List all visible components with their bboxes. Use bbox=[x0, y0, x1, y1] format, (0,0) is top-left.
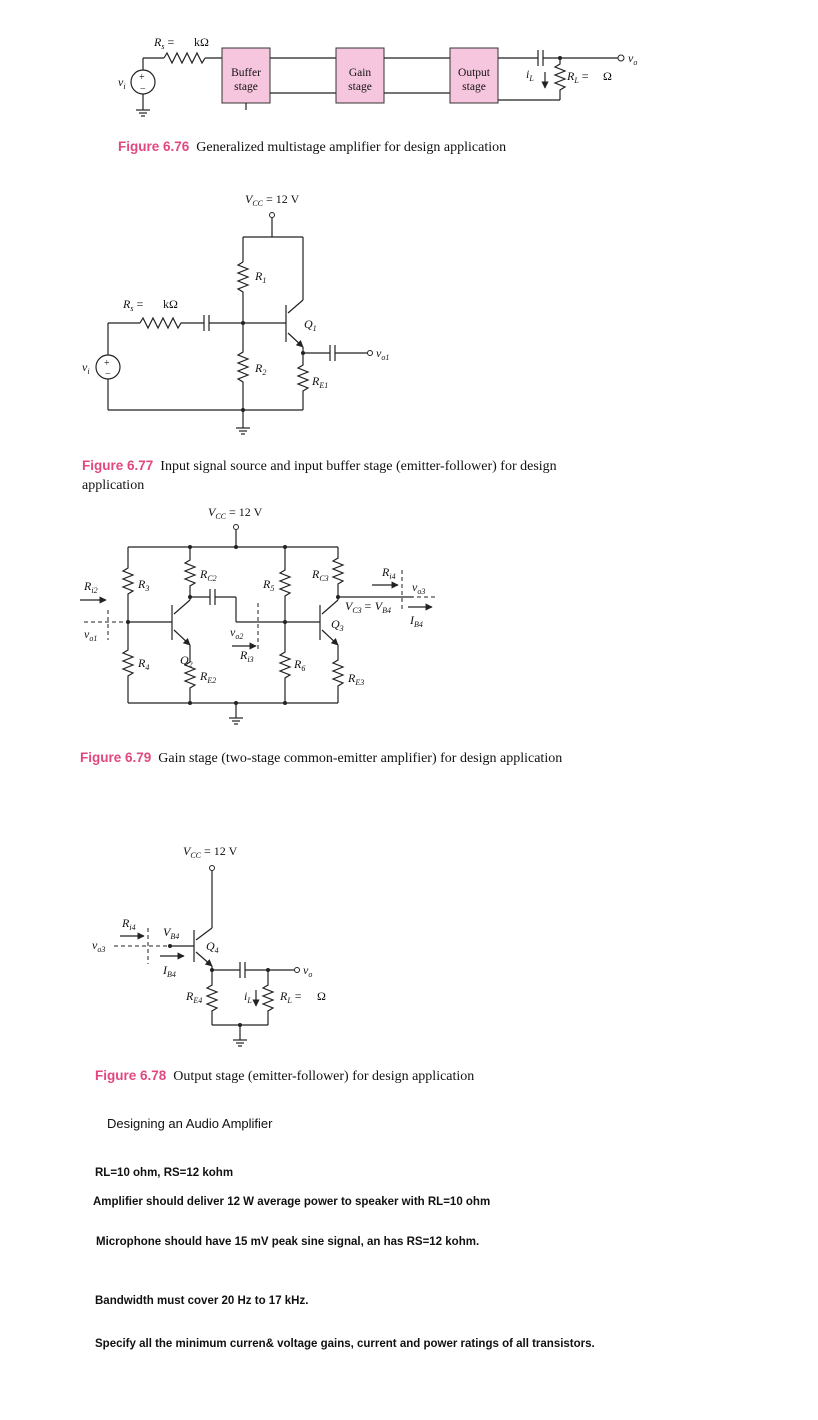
svg-text:R1: $R_1$ bbox=[255, 269, 267, 285]
rs-resistor bbox=[164, 53, 205, 63]
rc2-resistor bbox=[185, 547, 195, 600]
svg-text:Q2: $Q_2$ bbox=[180, 653, 193, 669]
notes-line-1: RL=10 ohm, RS=12 kohm bbox=[95, 1167, 234, 1179]
svg-text:Gain: Gain bbox=[348, 67, 372, 79]
rs-unit: kΩ bbox=[194, 35, 209, 49]
svg-text:VCC= 12 V: $V_{CC} = 12$ V bbox=[208, 505, 263, 521]
svg-text:Q3: $Q_3$ bbox=[331, 617, 344, 633]
re3-resistor bbox=[333, 645, 343, 703]
svg-text:Q4: $Q_4$ bbox=[206, 939, 219, 955]
r4-resistor bbox=[123, 640, 133, 703]
re4-resistor bbox=[207, 970, 217, 1025]
svg-text:IB4: $I_{B4}$ bbox=[163, 963, 176, 979]
notes-line-4: Bandwidth must cover 20 Hz to 17 kHz. bbox=[95, 1295, 309, 1307]
svg-text:Ri4: $R_{i4}$ bbox=[382, 565, 396, 581]
svg-text:R3: $R_3$ bbox=[138, 577, 150, 593]
figure-6-79-caption: Figure 6.79 Gain stage (two-stage common-emitter amplifier) for design application bbox=[80, 750, 563, 766]
svg-text:RE3: $R_{E3}$ bbox=[348, 671, 365, 687]
svg-text:R5: $R_5$ bbox=[263, 577, 275, 593]
svg-text:Q1: $Q_1$ bbox=[304, 317, 317, 333]
rc3-resistor bbox=[333, 547, 343, 600]
svg-text:stage: stage bbox=[348, 81, 372, 93]
svg-text:kΩ: kΩ bbox=[163, 297, 178, 311]
svg-text:stage: stage bbox=[234, 81, 258, 93]
svg-text:Rs=: $R_s$ = bbox=[123, 297, 144, 313]
svg-text:RC3: $R_{C3}$ bbox=[312, 567, 329, 583]
svg-text:iL: $i_L$ bbox=[244, 989, 252, 1005]
rs-resistor bbox=[140, 318, 204, 328]
r3-resistor bbox=[123, 547, 133, 640]
figure-6-76-diagram bbox=[118, 35, 637, 116]
svg-text:Ω: Ω bbox=[317, 989, 326, 1003]
svg-text:RE4: $R_{E4}$ bbox=[186, 989, 203, 1005]
svg-text:−: − bbox=[105, 369, 111, 380]
notes-title: Designing an Audio Amplifier bbox=[107, 1116, 273, 1131]
svg-text:R6: $R_6$ bbox=[294, 657, 306, 673]
rl-label: $R_L$ = bbox=[567, 69, 589, 85]
figure-6-78-caption: Figure 6.78 Output stage (emitter-follower) for design application bbox=[95, 1068, 475, 1084]
svg-text:Buffer: Buffer bbox=[231, 67, 261, 79]
vo-label: $v_o$ bbox=[628, 51, 638, 67]
notes-line-3: Microphone should have 15 mV peak sine signal, an has RS=12 kohm. bbox=[96, 1236, 480, 1248]
svg-text:R2: $R_2$ bbox=[255, 361, 267, 377]
svg-text:R4: $R_4$ bbox=[138, 656, 150, 672]
figure-6-78-diagram bbox=[92, 844, 326, 1046]
svg-text:−: − bbox=[140, 84, 146, 95]
svg-text:Ri4: $R_{i4}$ bbox=[122, 916, 136, 932]
rl-resistor bbox=[263, 970, 273, 1025]
vcc-label: $V_{CC} = 12$ V bbox=[245, 192, 300, 208]
svg-text:stage: stage bbox=[462, 81, 486, 93]
svg-text:VB4: $V_{B4}$ bbox=[163, 925, 180, 941]
svg-text:Ri3: $R_{i3}$ bbox=[240, 648, 254, 664]
r5-resistor bbox=[280, 547, 290, 650]
figure-6-76-caption: Figure 6.76 Generalized multistage amplifier for design application bbox=[118, 139, 507, 155]
notes-line-2: Amplifier should deliver 12 W average power to speaker with RL=10 ohm bbox=[93, 1196, 491, 1208]
svg-text:+: + bbox=[104, 358, 110, 369]
svg-text:iL: $i_L$ bbox=[526, 67, 534, 83]
svg-text:IB4: $I_{B4}$ bbox=[410, 613, 423, 629]
svg-text:VCC= 12 V: $V_{CC} = 12$ V bbox=[183, 844, 238, 860]
svg-text:+: + bbox=[139, 72, 145, 83]
svg-text:Ω: Ω bbox=[603, 69, 612, 83]
r2-resistor bbox=[238, 323, 248, 410]
svg-text:RE2: $R_{E2}$ bbox=[200, 669, 217, 685]
rl-resistor bbox=[555, 58, 565, 100]
re1-resistor bbox=[298, 353, 308, 410]
svg-text:vo3: $v_{o3}$ bbox=[412, 580, 426, 596]
figure-6-79-diagram bbox=[80, 505, 436, 724]
svg-text:vi: $v_i$ bbox=[82, 360, 90, 376]
notes-line-5: Specify all the minimum curren& voltage gains, current and power ratings of all transistors. bbox=[95, 1338, 595, 1350]
svg-text:vo3: $v_{o3}$ bbox=[92, 938, 106, 954]
svg-text:RL=: $R_L$ = bbox=[280, 989, 302, 1005]
svg-text:Ri2: $R_{i2}$ bbox=[84, 579, 98, 595]
svg-text:vo2: $v_{o2}$ bbox=[230, 625, 244, 641]
r6-resistor bbox=[280, 650, 290, 703]
svg-text:RE1: $R_{E1}$ bbox=[312, 374, 329, 390]
svg-text:vo1: $v_{o1}$ bbox=[376, 346, 390, 362]
vi-label: $v_i$ bbox=[118, 75, 126, 91]
figure-6-77-caption: Figure 6.77 Input signal source and input buffer stage (emitter-follower) for design application bbox=[82, 458, 557, 493]
figure-6-77-diagram bbox=[82, 192, 389, 434]
svg-text:vo1: $v_{o1}$ bbox=[84, 627, 98, 643]
svg-text:Output: Output bbox=[458, 67, 490, 79]
svg-text:vo: $v_o$ bbox=[303, 963, 313, 979]
svg-text:VC3= VB4: $V_{C3} = V_{B4}$ bbox=[345, 599, 392, 615]
r1-resistor bbox=[238, 262, 248, 323]
rs-label: $R_s$ = bbox=[154, 35, 175, 51]
svg-text:RC2: $R_{C2}$ bbox=[200, 567, 217, 583]
